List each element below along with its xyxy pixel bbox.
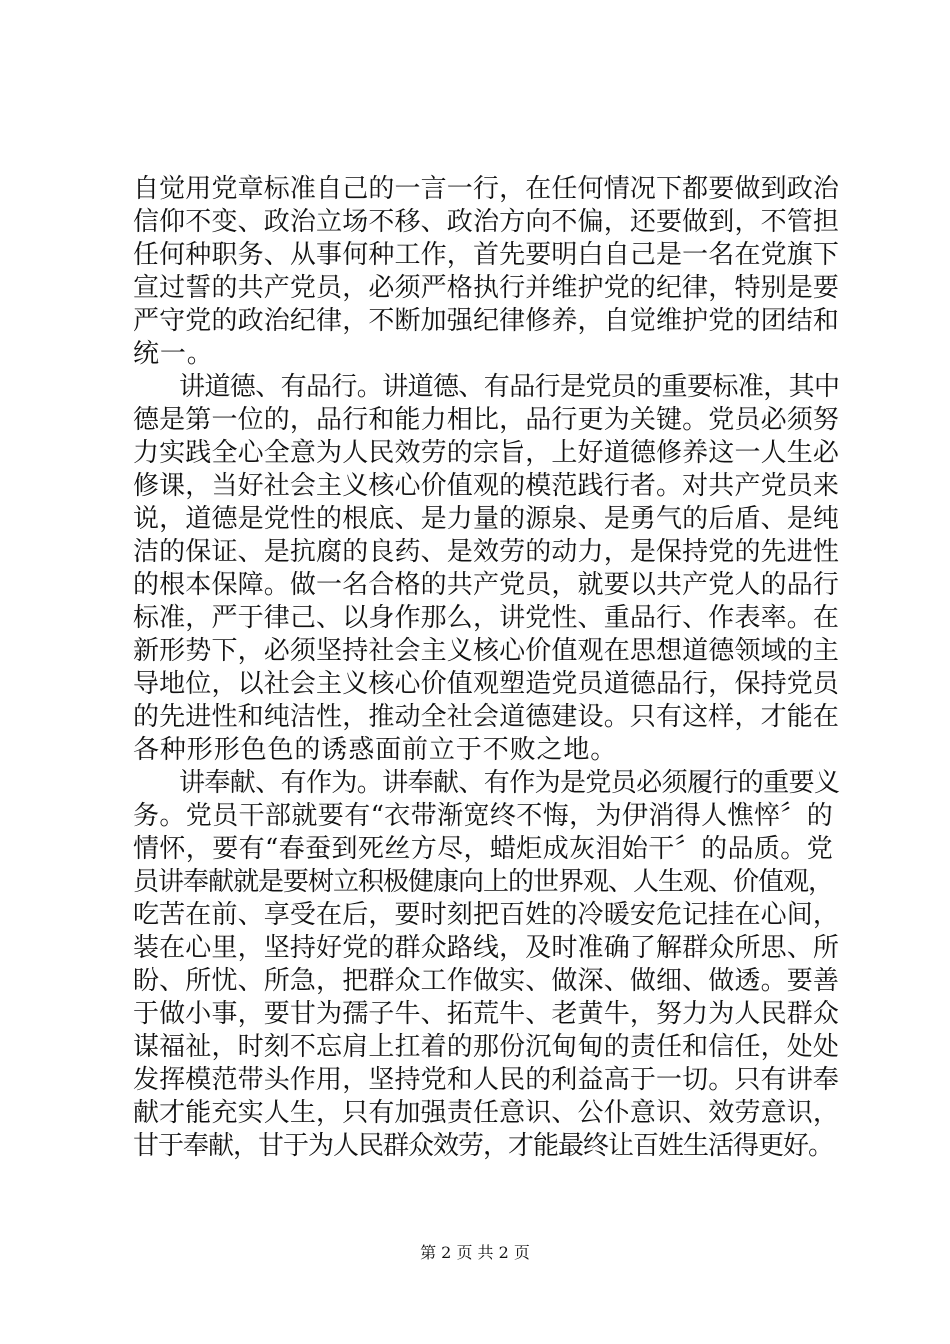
text-line: 献才能充实人生，只有加强责任意识、公仆意识、效劳意识， [133,1098,840,1128]
text-line: 的先进性和纯洁性，推动全社会道德建设。只有这样，才能在 [133,702,840,732]
text-line: 德是第一位的，品行和能力相比，品行更为关键。党员必须努 [133,405,840,435]
text-line: 员讲奉献就是要树立积极健康向上的世界观、人生观、价值观， [133,867,834,897]
text-line: 甘于奉献，甘于为人民群众效劳，才能最终让百姓生活得更好。 [133,1131,834,1161]
text-line: 导地位，以社会主义核心价值观塑造党员道德品行，保持党员 [133,669,840,699]
text-line: 新形势下，必须坚持社会主义核心价值观在思想道德领域的主 [133,636,840,666]
text-line: 任何种职务、从事何种工作，首先要明白自己是一名在党旗下 [133,240,840,270]
text-line: 情怀，要有“春蚕到死丝方尽，蜡炬成灰泪始干〞的品质。党 [133,834,834,864]
text-line: 吃苦在前、享受在后，要时刻把百姓的冷暖安危记挂在心间， [133,900,840,930]
text-line: 发挥模范带头作用，坚持党和人民的利益高于一切。只有讲奉 [133,1065,840,1095]
text-line: 讲奉献、有作为。讲奉献、有作为是党员必须履行的重要义 [179,768,840,798]
text-line: 修课，当好社会主义核心价值观的模范践行者。对共产党员来 [133,471,840,501]
document-body [133,173,839,1163]
text-line: 讲道德、有品行。讲道德、有品行是党员的重要标准，其中 [179,372,840,402]
page-number-footer: 第 2 页 共 2 页 [420,1243,530,1262]
paragraph-1 [133,173,839,371]
text-line: 宣过誓的共产党员，必须严格执行并维护党的纪律，特别是要 [133,273,840,303]
text-line: 盼、所忧、所急，把群众工作做实、做深、做细、做透。要善 [133,966,840,996]
text-line: 统一。 [133,339,214,369]
text-line: 装在心里，坚持好党的群众路线，及时准确了解群众所思、所 [133,933,840,963]
text-line: 自觉用党章标准自己的一言一行，在任何情况下都要做到政治 [133,174,840,204]
text-line: 务。党员干部就要有“衣带渐宽终不悔，为伊消得人憔悴〞的 [133,801,834,831]
text-line: 力实践全心全意为人民效劳的宗旨，上好道德修养这一人生必 [133,438,840,468]
text-line: 谋福祉，时刻不忘肩上扛着的那份沉甸甸的责任和信任，处处 [133,1032,840,1062]
text-line: 说，道德是党性的根底、是力量的源泉、是勇气的后盾、是纯 [133,504,840,534]
paragraph-3 [133,767,839,1163]
text-line: 标准，严于律己、以身作那么，讲党性、重品行、作表率。在 [133,603,840,633]
text-line: 洁的保证、是抗腐的良药、是效劳的动力，是保持党的先进性 [133,537,840,567]
text-line: 的根本保障。做一名合格的共产党员，就要以共产党人的品行 [133,570,840,600]
paragraph-2 [133,371,839,767]
text-line: 各种形形色色的诱惑面前立于不败之地。 [133,735,618,765]
text-line: 信仰不变、政治立场不移、政治方向不偏，还要做到，不管担 [133,207,840,237]
text-line: 严守党的政治纪律，不断加强纪律修养，自觉维护党的团结和 [133,306,840,336]
text-line: 于做小事，要甘为孺子牛、拓荒牛、老黄牛，努力为人民群众 [133,999,840,1029]
